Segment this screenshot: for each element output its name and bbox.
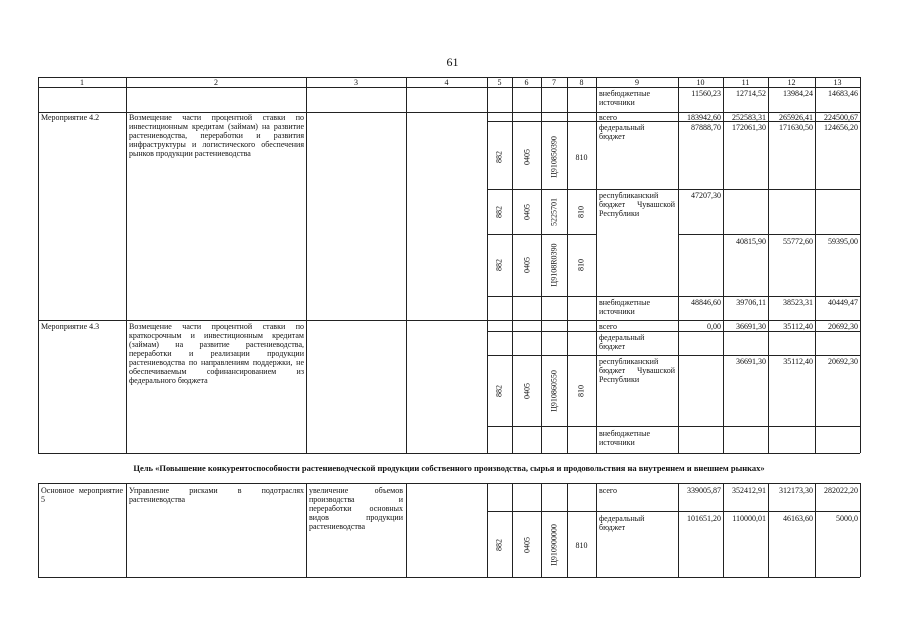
measure-title: Мероприятие 4.2 bbox=[41, 113, 100, 122]
source-label: внебюджетные источники bbox=[599, 429, 650, 447]
cell-value: 101651,20 bbox=[687, 514, 721, 523]
code-csr: 5225701 bbox=[549, 198, 559, 226]
cell-value: 14683,46 bbox=[828, 89, 858, 98]
cell-value: 124656,20 bbox=[824, 123, 858, 132]
cell-value: 47207,30 bbox=[691, 191, 721, 200]
cell-value: 38523,31 bbox=[783, 298, 813, 307]
source-label: республиканский бюджет Чувашской Республики bbox=[599, 191, 675, 218]
cell-value: 46163,60 bbox=[783, 514, 813, 523]
source-label: республиканский бюджет Чувашской Республики bbox=[599, 357, 675, 384]
cell-value: 36691,30 bbox=[736, 357, 766, 366]
code-gr: 882 bbox=[494, 259, 504, 271]
header-col-8: 8 bbox=[579, 78, 584, 87]
cell-value: 352412,91 bbox=[732, 486, 766, 495]
code-vr: 810 bbox=[576, 259, 586, 271]
header-col-3: 3 bbox=[354, 78, 358, 87]
code-csr: Ц910850390 bbox=[549, 136, 559, 178]
measure-title: Мероприятие 4.3 bbox=[41, 322, 100, 331]
measure-indicator: увеличение объемов производства и переработки основных видов продукции растениеводства bbox=[309, 486, 403, 531]
cell-value: 40815,90 bbox=[736, 237, 766, 246]
source-label: всего bbox=[599, 486, 618, 495]
source-label: внебюджетные источники bbox=[599, 298, 650, 316]
source-label: всего bbox=[599, 322, 618, 331]
header-col-7: 7 bbox=[552, 78, 556, 87]
header-col-5: 5 bbox=[497, 78, 502, 87]
code-gr: 882 bbox=[494, 385, 504, 397]
source-label: федеральный бюджет bbox=[599, 333, 645, 351]
cell-value: 183942,60 bbox=[687, 113, 721, 122]
measure-description: Возмещение части процентной ставки по краткосрочным и инвестиционным кредитам (займам) на развитие растениеводства, переработки и реализации продукции растениеводства по направлениям поддержки, не обеспечиваемым софинансированием из федерального бюджета bbox=[129, 322, 304, 385]
code-vr: 810 bbox=[576, 385, 586, 397]
measure-description: Возмещение части процентной ставки по инвестиционным кредитам (займам) на развитие растениеводства, переработки и развития инфраструктуры и логистического обеспечения рынков продукции растениеводства bbox=[129, 113, 304, 158]
cell-value: 13984,24 bbox=[783, 89, 813, 98]
code-gr: 882 bbox=[494, 206, 504, 218]
cell-value: 172061,30 bbox=[732, 123, 766, 132]
header-col-11: 11 bbox=[741, 78, 750, 87]
code-csr: Ц910900000 bbox=[549, 524, 559, 566]
header-col-6: 6 bbox=[524, 78, 529, 87]
cell-value: 0,00 bbox=[707, 322, 721, 331]
cell-value: 339005,87 bbox=[687, 486, 721, 495]
code-rz: 0405 bbox=[522, 257, 532, 273]
cell-value: 282022,20 bbox=[824, 486, 858, 495]
cell-value: 59395,00 bbox=[828, 237, 858, 246]
header-col-2: 2 bbox=[214, 78, 218, 87]
cell-value: 55772,60 bbox=[783, 237, 813, 246]
measure-title: Основное мероприятие 5 bbox=[41, 486, 123, 504]
cell-value: 20692,30 bbox=[828, 322, 858, 331]
cell-value: 48846,60 bbox=[691, 298, 721, 307]
cell-value: 171630,50 bbox=[779, 123, 813, 132]
code-csr: Ц9108R0390 bbox=[549, 243, 559, 287]
source-label: внебюджетные источники bbox=[599, 89, 650, 107]
code-vr: 810 bbox=[575, 153, 588, 162]
code-gr: 882 bbox=[494, 539, 504, 551]
header-col-10: 10 bbox=[696, 78, 705, 87]
code-vr: 810 bbox=[575, 541, 588, 550]
cell-value: 312173,30 bbox=[779, 486, 813, 495]
cell-value: 39706,11 bbox=[736, 298, 766, 307]
code-rz: 0405 bbox=[522, 149, 532, 165]
cell-value: 40449,47 bbox=[828, 298, 858, 307]
header-col-9: 9 bbox=[635, 78, 639, 87]
code-gr: 882 bbox=[494, 151, 504, 163]
header-col-13: 13 bbox=[833, 78, 842, 87]
header-col-12: 12 bbox=[787, 78, 796, 87]
header-col-1: 1 bbox=[80, 78, 84, 87]
code-csr: Ц910860550 bbox=[549, 370, 559, 412]
source-label: всего bbox=[599, 113, 618, 122]
goal-heading: Цель «Повышение конкурентоспособности растениеводческой продукции собственного производства, сырья и продовольствия на внутреннем и внешнем рынках» bbox=[133, 463, 765, 473]
source-label: федеральный бюджет bbox=[599, 514, 645, 532]
cell-value: 35112,40 bbox=[783, 322, 813, 331]
page-number: 61 bbox=[446, 55, 459, 69]
cell-value: 36691,30 bbox=[736, 322, 766, 331]
code-vr: 810 bbox=[576, 206, 586, 218]
code-rz: 0405 bbox=[522, 204, 532, 220]
source-label: федеральный бюджет bbox=[599, 123, 645, 141]
code-rz: 0405 bbox=[522, 537, 532, 553]
cell-value: 11560,23 bbox=[691, 89, 721, 98]
cell-value: 265926,41 bbox=[779, 113, 813, 122]
cell-value: 20692,30 bbox=[828, 357, 858, 366]
cell-value: 224500,67 bbox=[824, 113, 858, 122]
cell-value: 252583,31 bbox=[732, 113, 766, 122]
cell-value: 12714,52 bbox=[736, 89, 766, 98]
cell-value: 5000,0 bbox=[836, 514, 858, 523]
header-col-4: 4 bbox=[444, 78, 449, 87]
cell-value: 87888,70 bbox=[691, 123, 721, 132]
cell-value: 35112,40 bbox=[783, 357, 813, 366]
cell-value: 110000,01 bbox=[732, 514, 766, 523]
code-rz: 0405 bbox=[522, 383, 532, 399]
measure-description: Управление рисками в подотраслях растениеводства bbox=[129, 486, 304, 504]
